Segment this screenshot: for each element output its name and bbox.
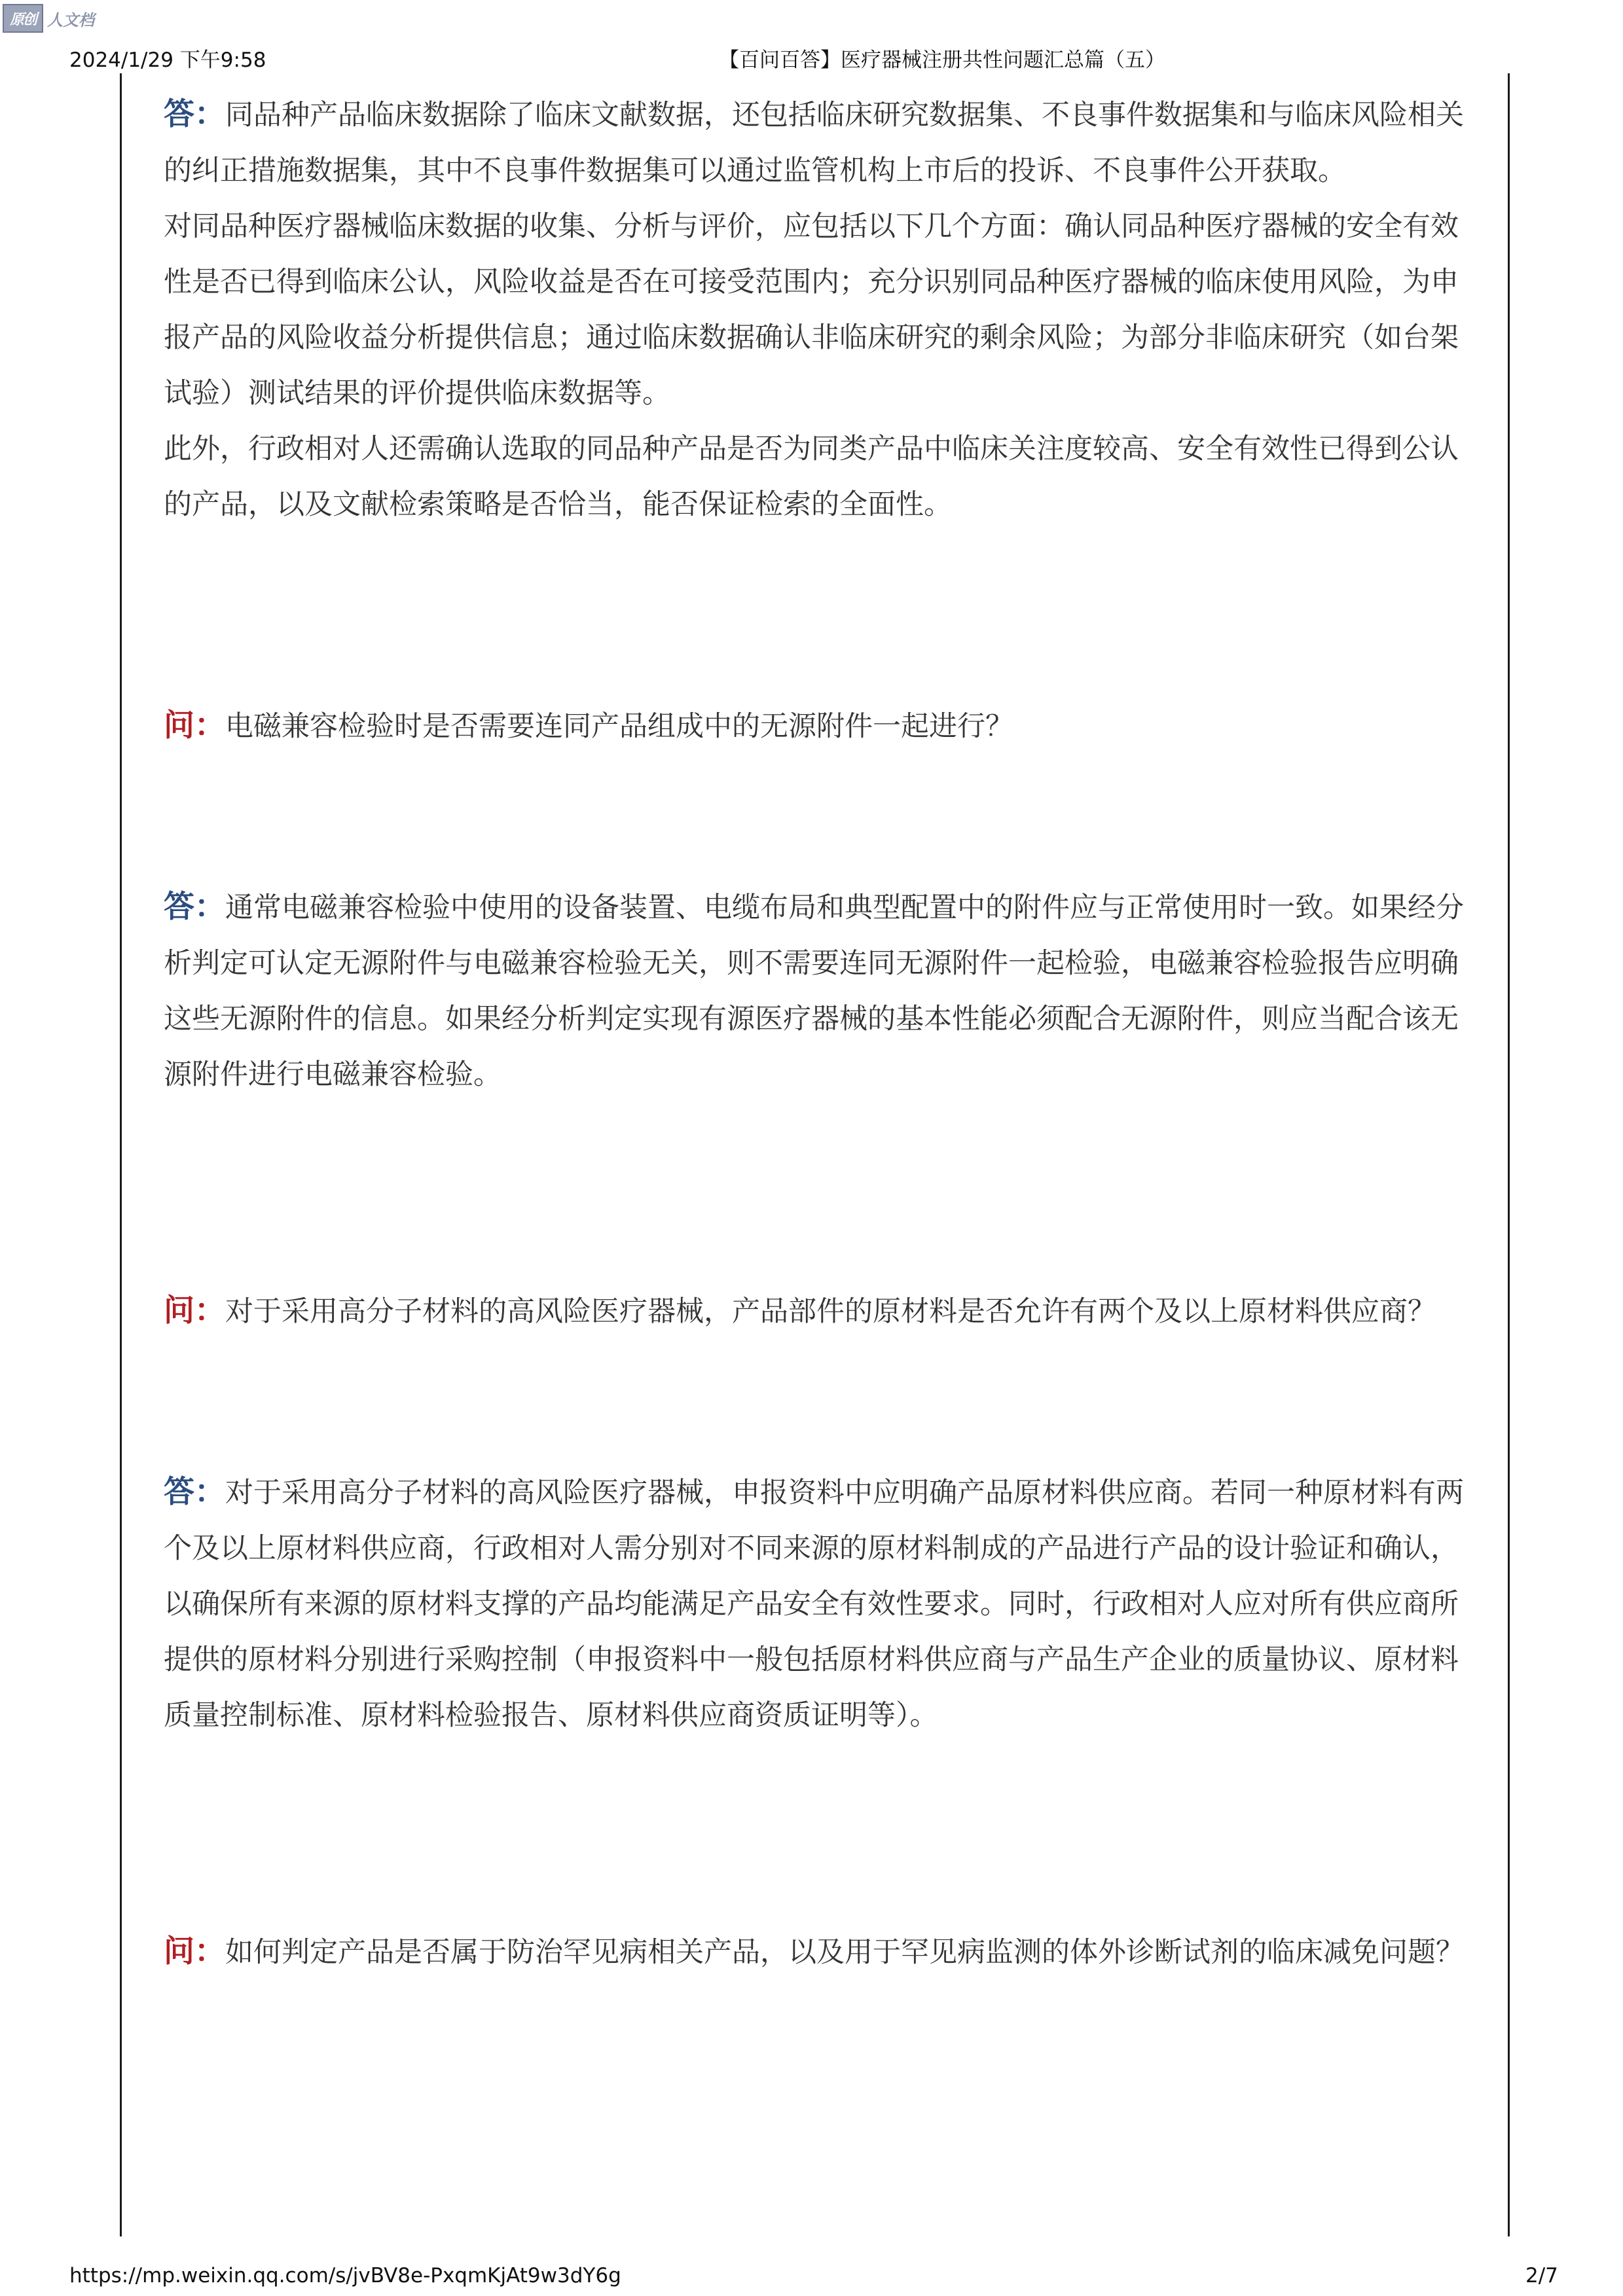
question-paragraph: [164, 1283, 1473, 1340]
answer-paragraph: [164, 86, 1473, 199]
answer-text: 对于采用高分子材料的高风险医疗器械，申报资料中应明确产品原材料供应商。若同一种原材料有两个及以上原材料供应商，行政相对人需分别对不同来源的原材料制成的产品进行产品的设计验证和确认，以确保所有来源的原材料支撑的产品均能满足产品安全有效性要求。同时，行政相对人应对所有供应商所提供的原材料分别进行采购控制（申报资料中一般包括原材料供应商与产品生产企业的质量协议、原材料质量控制标准、原材料检验报告、原材料供应商资质证明等）。: [164, 1477, 1464, 1732]
watermark-brand-text: 人文档: [47, 10, 94, 29]
question-paragraph: [164, 1924, 1473, 1981]
answer-text: 同品种产品临床数据除了临床文献数据，还包括临床研究数据集、不良事件数据集和与临床风险相关的纠正措施数据集，其中不良事件数据集可以通过监管机构上市后的投诉、不良事件公开获取。: [164, 99, 1464, 187]
answer-label: 答：: [164, 96, 225, 132]
question-label: 问：: [164, 1293, 225, 1329]
source-url: https://mp.weixin.qq.com/s/jvBV8e-PxqmKjAt9w3dY6g: [69, 2264, 621, 2287]
right-border-line: [1508, 73, 1510, 2236]
answer-label: 答：: [164, 889, 225, 925]
question-text: 对于采用高分子材料的高风险医疗器械，产品部件的原材料是否允许有两个及以上原材料供应商？: [225, 1295, 1436, 1328]
question-text: 如何判定产品是否属于防治罕见病相关产品，以及用于罕见病监测的体外诊断试剂的临床减免问题？: [225, 1936, 1464, 1969]
question-text: 电磁兼容检验时是否需要连同产品组成中的无源附件一起进行？: [225, 710, 1013, 743]
answer-paragraph: 此外，行政相对人还需确认选取的同品种产品是否为同类产品中临床关注度较高、安全有效性已得到公认的产品，以及文献检索策略是否恰当，能否保证检索的全面性。: [164, 433, 1459, 521]
page-number: 2/7: [1525, 2264, 1558, 2287]
watermark-logo-box: 原创: [3, 4, 43, 33]
answer-paragraph: 对同品种医疗器械临床数据的收集、分析与评价，应包括以下几个方面：确认同品种医疗器械的安全有效性是否已得到临床公认，风险收益是否在可接受范围内；充分识别同品种医疗器械的临床使用风险，为申报产品的风险收益分析提供信息；通过临床数据确认非临床研究的剩余风险；为部分非临床研究（如台架试验）测试结果的评价提供临床数据等。: [164, 210, 1459, 410]
answer-text: 通常电磁兼容检验中使用的设备装置、电缆布局和典型配置中的附件应与正常使用时一致。如果经分析判定可认定无源附件与电磁兼容检验无关，则不需要连同无源附件一起检验，电磁兼容检验报告应明确这些无源附件的信息。如果经分析判定实现有源医疗器械的基本性能必须配合无源附件，则应当配合该无源附件进行电磁兼容检验。: [164, 891, 1464, 1091]
answer-label: 答：: [164, 1474, 225, 1510]
answer-paragraph: [164, 879, 1473, 1103]
print-datetime: 2024/1/29 下午9:58: [69, 48, 266, 72]
page-title: 【百问百答】医疗器械注册共性问题汇总篇（五）: [719, 48, 1165, 72]
question-label: 问：: [164, 708, 225, 744]
question-label: 问：: [164, 1933, 225, 1969]
answer-paragraph: [164, 1464, 1473, 1744]
article-body: [164, 86, 1473, 1981]
watermark-logo: [3, 4, 94, 33]
question-paragraph: [164, 698, 1473, 755]
left-border-line: [120, 73, 122, 2236]
